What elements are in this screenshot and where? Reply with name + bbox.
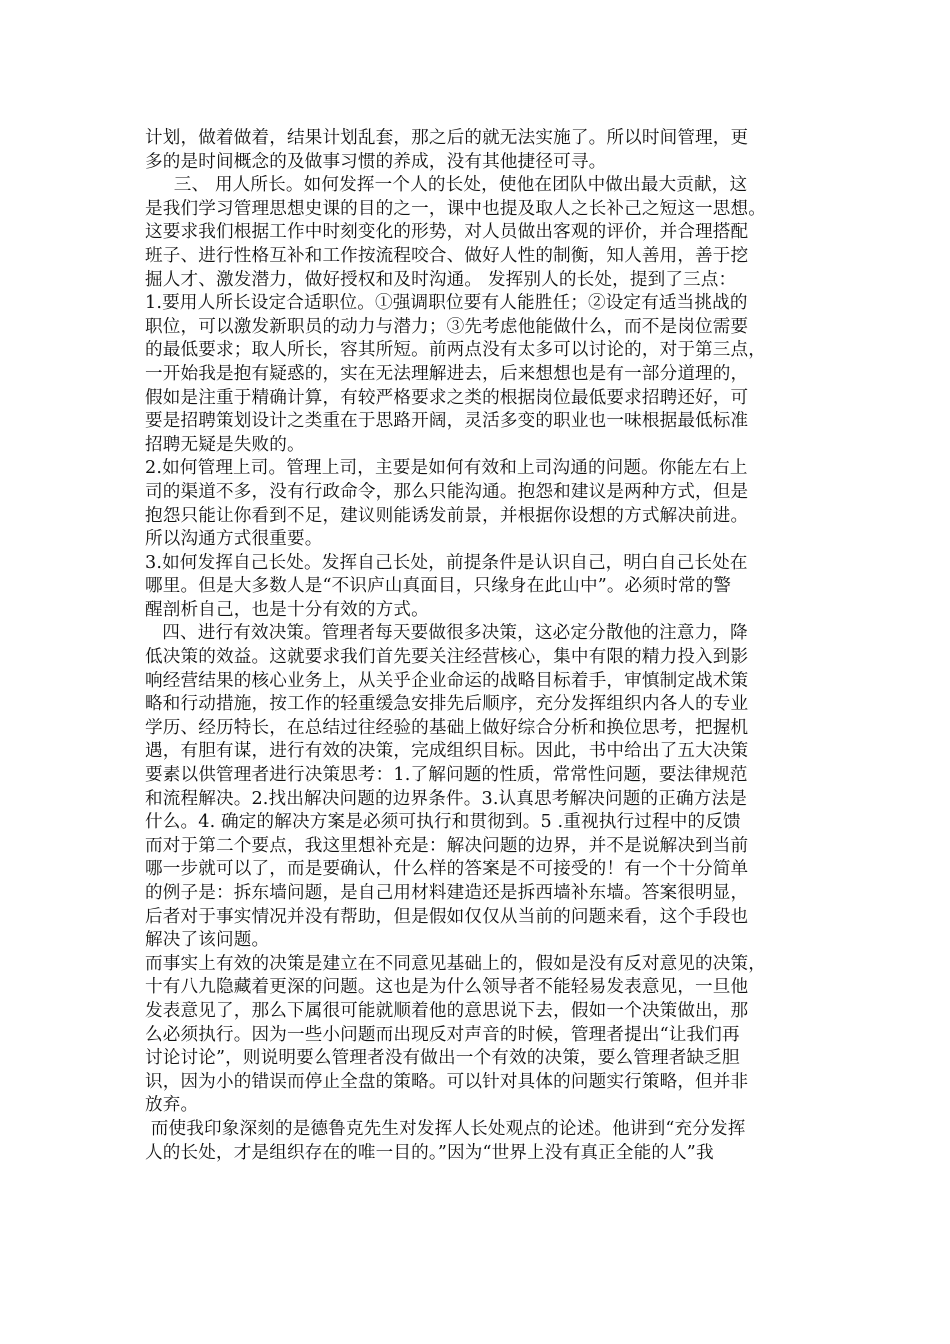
text-line: 哪一步就可以了，而是要确认，什么样的答案是不可接受的！有一个十分简单 [145, 859, 749, 880]
text-line: 遇，有胆有谋，进行有效的决策，完成组织目标。因此，书中给出了五大决策 [145, 741, 749, 762]
text-line: 而事实上有效的决策是建立在不同意见基础上的，假如是没有反对意见的决策， [145, 953, 767, 974]
text-line: 后者对于事实情况并没有帮助，但是假如仅仅从当前的问题来看，这个手段也 [145, 906, 749, 927]
text-line: 人的长处，才是组织存在的唯一目的。”因为“世界上没有真正全能的人”我 [145, 1142, 714, 1163]
text-line: 多的是时间概念的及做事习惯的养成，没有其他捷径可寻。 [145, 151, 607, 172]
text-line: 班子、进行性格互补和工作按流程咬合、做好人性的制衡，知人善用，善于挖 [145, 245, 749, 266]
text-line: 要是招聘策划设计之类重在于思路开阔，灵活多变的职业也一味根据最低标准 [145, 411, 749, 432]
text-line: 醒剖析自己，也是十分有效的方式。 [145, 599, 429, 620]
text-line: 低决策的效益。这就要求我们首先要关注经营核心，集中有限的精力投入到影 [145, 647, 749, 668]
text-line: 放弃。 [145, 1095, 199, 1116]
text-line: 的最低要求；取人所长，容其所短。前两点没有太多可以讨论的，对于第三点， [145, 340, 767, 361]
text-line: 和流程解决。2.找出解决问题的边界条件。3.认真思考解决问题的正确方法是 [145, 788, 747, 809]
text-line: 而对于第二个要点，我这里想补充是：解决问题的边界，并不是说解决到当前 [145, 835, 749, 856]
text-line: 讨论讨论”，则说明要么管理者没有做出一个有效的决策，要么管理者缺乏胆 [145, 1048, 740, 1069]
text-line: 计划，做着做着，结果计划乱套，那之后的就无法实施了。所以时间管理，更 [145, 128, 749, 148]
text-line: 假如是注重于精确计算，有较严格要求之类的根据岗位最低要求招聘还好，可 [145, 387, 749, 408]
text-line: 识，因为小的错误而停止全盘的策略。可以针对具体的问题实行策略，但并非 [145, 1071, 749, 1092]
text-line: 响经营结果的核心业务上，从关乎企业命运的战略目标着手，审慎制定战术策 [145, 670, 749, 691]
text-line: 是我们学习管理思想史课的目的之一，课中也提及取人之长补己之短这一思想。 [145, 198, 767, 219]
text-line: 学历、经历特长，在总结过往经验的基础上做好综合分析和换位思考，把握机 [145, 717, 749, 738]
text-line: 而使我印象深刻的是德鲁克先生对发挥人长处观点的论述。他讲到“充分发挥 [145, 1118, 746, 1139]
section-heading-line: 四、进行有效决策。管理者每天要做很多决策，这必定分散他的注意力，降 [145, 623, 748, 644]
text-line: 这要求我们根据工作中时刻变化的形势，对人员做出客观的评价，并合理搭配 [145, 222, 749, 243]
text-line: 要素以供管理者进行决策思考：1.了解问题的性质，常常性问题，要法律规范 [145, 765, 748, 786]
section-heading-line: 三、 用人所长。如何发挥一个人的长处，使他在团队中做出最大贡献，这 [145, 175, 748, 196]
text-line [145, 1165, 808, 1189]
text-line: 招聘无疑是失败的。 [145, 434, 305, 455]
text-line: 解决了该问题。 [145, 930, 270, 951]
list-item-line: 2.如何管理上司。管理上司，主要是如何有效和上司沟通的问题。你能左右上 [145, 458, 748, 479]
text-line: 么必须执行。因为一些小问题而出现反对声音的时候，管理者提出“让我们再 [145, 1024, 740, 1045]
text-line: 的例子是：拆东墙问题，是自己用材料建造还是拆西墙补东墙。答案很明显， [145, 883, 749, 903]
text-line: 抱怨只能让你看到不足，建议则能诱发前景，并根据你设想的方式解决前进。 [145, 505, 749, 526]
text-line: 略和行动措施，按工作的轻重缓急安排先后顺序，充分发挥组织内各人的专业 [145, 694, 749, 715]
text-line: 什么。4. 确定的解决方案是必须可执行和贯彻到。5 .重视执行过程中的反馈 [145, 812, 741, 833]
text-line: 哪里。但是大多数人是“不识庐山真面目，只缘身在此山中”。必须时常的警 [145, 576, 732, 597]
text-line: 司的渠道不多，没有行政命令，那么只能沟通。抱怨和建议是两种方式，但是 [145, 481, 749, 502]
text-line: 十有八九隐藏着更深的问题。这也是为什么领导者不能轻易发表意见，一旦他 [145, 977, 749, 998]
text-line: 掘人才、激发潜力，做好授权和及时沟通。 发挥别人的长处，提到了三点： [145, 269, 737, 290]
text-line: 一开始我是抱有疑惑的，实在无法理解进去，后来想想也是有一部分道理的， [145, 363, 749, 384]
list-item-line: 1.要用人所长设定合适职位。①强调职位要有人能胜任；②设定有适当挑战的 [145, 293, 748, 314]
text-line: 发表意见了，那么下属很可能就顺着他的意思说下去，假如一个决策做出，那 [145, 1000, 749, 1021]
text-line: 职位，可以激发新职员的动力与潜力；③先考虑他能做什么，而不是岗位需要 [145, 316, 749, 337]
document-body [145, 127, 808, 1189]
text-line: 所以沟通方式很重要。 [145, 529, 323, 550]
list-item-line: 3.如何发挥自己长处。发挥自己长处，前提条件是认识自己，明白自己长处在 [145, 552, 748, 573]
